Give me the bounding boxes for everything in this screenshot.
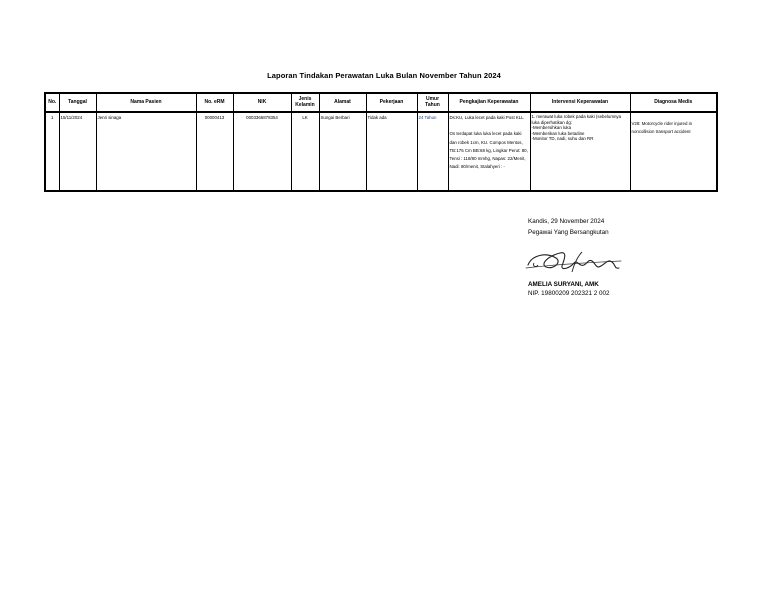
- cell-tanggal: 15/11/2024: [59, 112, 96, 191]
- signer-block: [528, 280, 609, 298]
- cell-jenis-kelamin: LK: [291, 112, 319, 191]
- signer-nip: NIP. 19800209 202321 2 002: [528, 290, 610, 297]
- header-pengkajian: Pengkajian Keperawatan: [448, 93, 530, 112]
- signature-place-date: Kandis, 29 November 2024: [528, 218, 605, 225]
- header-pekerjaan: Pekerjaan: [366, 93, 417, 112]
- signer-name: AMELIA SURYANI, AMK: [528, 281, 599, 288]
- handwritten-signature: [524, 244, 624, 278]
- header-no: No.: [45, 93, 59, 112]
- header-intervensi: Intervensi Keperawatan: [530, 93, 630, 112]
- cell-pengkajian: Ds:KU, Luka lecet pada kaki Post KLL Os terdapat luka luka lecet pada kaki dan robek 1cm, KU. Compos Mentos, TB:175 Cm BB:68 kg, Lingkar Perut: 80, Tensi : 118/80 mmhg, Napas: 22/Menit, Nadi: 80/menit, Stalahyeri : -: [448, 112, 530, 191]
- cell-nik: 0003366878354: [233, 112, 291, 191]
- cell-no: 1: [45, 112, 59, 191]
- report-title: Laporan Tindakan Perawatan Luka Bulan November Tahun 2024: [267, 71, 501, 80]
- header-nama-pasien: Nama Pasien: [96, 93, 196, 112]
- cell-erm: 00000413: [196, 112, 233, 191]
- header-alamat: Alamat: [319, 93, 366, 112]
- cell-diagnosa: V28: Motorcycle rider injured in noncollision transport accident: [630, 112, 717, 191]
- header-diagnosa: Diagnosa Medis: [630, 93, 717, 112]
- table-row: [45, 112, 717, 191]
- cell-umur: 24 Tahun: [417, 112, 448, 191]
- header-tanggal: Tanggal: [59, 93, 96, 112]
- header-no-erm: No. eRM: [196, 93, 233, 112]
- signature-role: Pegawai Yang Bersangkutan: [528, 228, 609, 236]
- header-umur: Umur Tahun: [417, 93, 448, 112]
- report-table: [44, 92, 718, 192]
- cell-alamat: Sungai Berbari: [319, 112, 366, 191]
- signature-block: [528, 217, 609, 238]
- header-nik: NIK: [233, 93, 291, 112]
- cell-nama: Jenri sinaga: [96, 112, 196, 191]
- table-header-row: [45, 93, 717, 112]
- cell-pekerjaan: Tidak ada: [366, 112, 417, 191]
- cell-intervensi: 1. merawat luka robek pada kaki (sebelumnya luka diperhatikan dg: -Membersihkan luka -Memberikan luka betadine -Monitor TD, nadi, suhu dan RR: [530, 112, 630, 191]
- header-jenis-kelamin: Jenis Kelamin: [291, 93, 319, 112]
